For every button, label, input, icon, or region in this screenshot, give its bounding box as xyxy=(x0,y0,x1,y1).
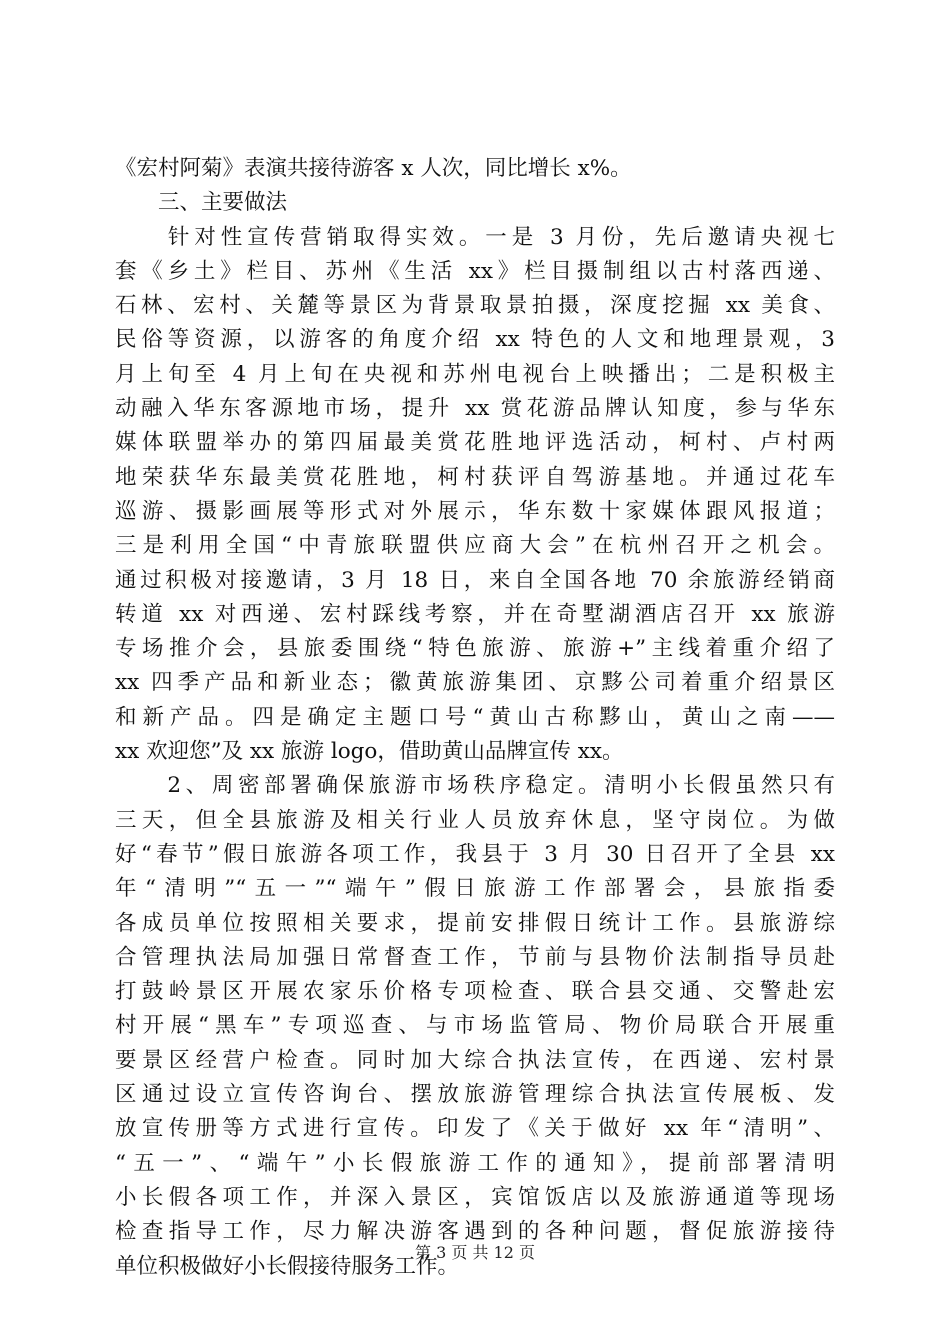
text-line: 2、周密部署确保旅游市场秩序稳定。清明小长假虽然只有 xyxy=(115,773,835,799)
text-line: 民俗等资源，以游客的角度介绍 xx 特色的人文和地理景观，3 xyxy=(115,327,835,353)
text-line: 套《乡土》栏目、苏州《生活 xx》栏目摄制组以古村落西递、 xyxy=(115,258,835,284)
text-line: 通过积极对接邀请，3 月 18 日，来自全国各地 70 余旅游经销商 xyxy=(115,567,835,593)
text-line: 三天，但全县旅游及相关行业人员放弃休息，坚守岗位。为做 xyxy=(115,807,835,833)
text-line: 月上旬至 4 月上旬在央视和苏州电视台上映播出；二是积极主 xyxy=(115,361,835,387)
text-line: 和新产品。四是确定主题口号“黄山古称黟山，黄山之南—— xyxy=(115,704,835,730)
body-text xyxy=(115,152,835,1284)
text-line: 动融入华东客源地市场，提升 xx 赏花游品牌认知度，参与华东 xyxy=(115,396,835,422)
text-line: 地荣获华东最美赏花胜地，柯村获评自驾游基地。并通过花车 xyxy=(115,464,835,490)
text-line: 要景区经营户检查。同时加大综合执法宣传，在西递、宏村景 xyxy=(115,1047,835,1073)
text-line: 放宣传册等方式进行宣传。印发了《关于做好 xx 年“清明”、 xyxy=(115,1116,835,1142)
text-line: 石林、宏村、关麓等景区为背景取景拍摄，深度挖掘 xx 美食、 xyxy=(115,293,835,319)
text-line: 区通过设立宣传咨询台、摆放旅游管理综合执法宣传展板、发 xyxy=(115,1082,835,1108)
text-line: 好“春节”假日旅游各项工作，我县于 3 月 30 日召开了全县 xx xyxy=(115,841,835,867)
text-line: 打鼓岭景区开展农家乐价格专项检查、联合县交通、交警赴宏 xyxy=(115,979,835,1005)
text-line: 合管理执法局加强日常督查工作，节前与县物价法制指导员赴 xyxy=(115,944,835,970)
page-footer: 第 3 页 共 12 页 xyxy=(415,1243,535,1262)
text-line: 小长假各项工作，并深入景区，宾馆饭店以及旅游通道等现场 xyxy=(115,1184,835,1210)
text-line: 媒体联盟举办的第四届最美赏花胜地评选活动，柯村、卢村两 xyxy=(115,430,835,456)
text-line: “五一”、“端午”小长假旅游工作的通知》，提前部署清明 xyxy=(115,1150,835,1176)
text-line: 各成员单位按照相关要求，提前安排假日统计工作。县旅游综 xyxy=(115,910,835,936)
text-line: 针对性宣传营销取得实效。一是 3 月份，先后邀请央视七 xyxy=(115,224,835,250)
section-heading: 三、主要做法 xyxy=(115,190,288,216)
text-line: 单位积极做好小长假接待服务工作。 xyxy=(115,1253,460,1279)
text-line: xx 四季产品和新业态；徽黄旅游集团、京黟公司着重介绍景区 xyxy=(115,670,835,696)
text-line: 年“清明”“五一”“端午”假日旅游工作部署会，县旅指委 xyxy=(115,876,835,902)
text-line: 《宏村阿菊》表演共接待游客 x 人次，同比增长 x%。 xyxy=(115,156,632,181)
text-line: 检查指导工作，尽力解决游客遇到的各种问题，督促旅游接待 xyxy=(115,1219,835,1245)
text-line: 巡游、摄影画展等形式对外展示，华东数十家媒体跟风报道； xyxy=(115,498,835,524)
text-line: 专场推介会，县旅委围绕“特色旅游、旅游+”主线着重介绍了 xyxy=(115,636,835,662)
text-line: xx 欢迎您”及 xx 旅游 logo，借助黄山品牌宣传 xx。 xyxy=(115,739,624,765)
text-line: 三是利用全国“中青旅联盟供应商大会”在杭州召开之机会。 xyxy=(115,533,835,559)
text-line: 转道 xx 对西递、宏村踩线考察，并在奇墅湖酒店召开 xx 旅游 xyxy=(115,601,835,627)
text-line: 村开展“黑车”专项巡查、与市场监管局、物价局联合开展重 xyxy=(115,1013,835,1039)
